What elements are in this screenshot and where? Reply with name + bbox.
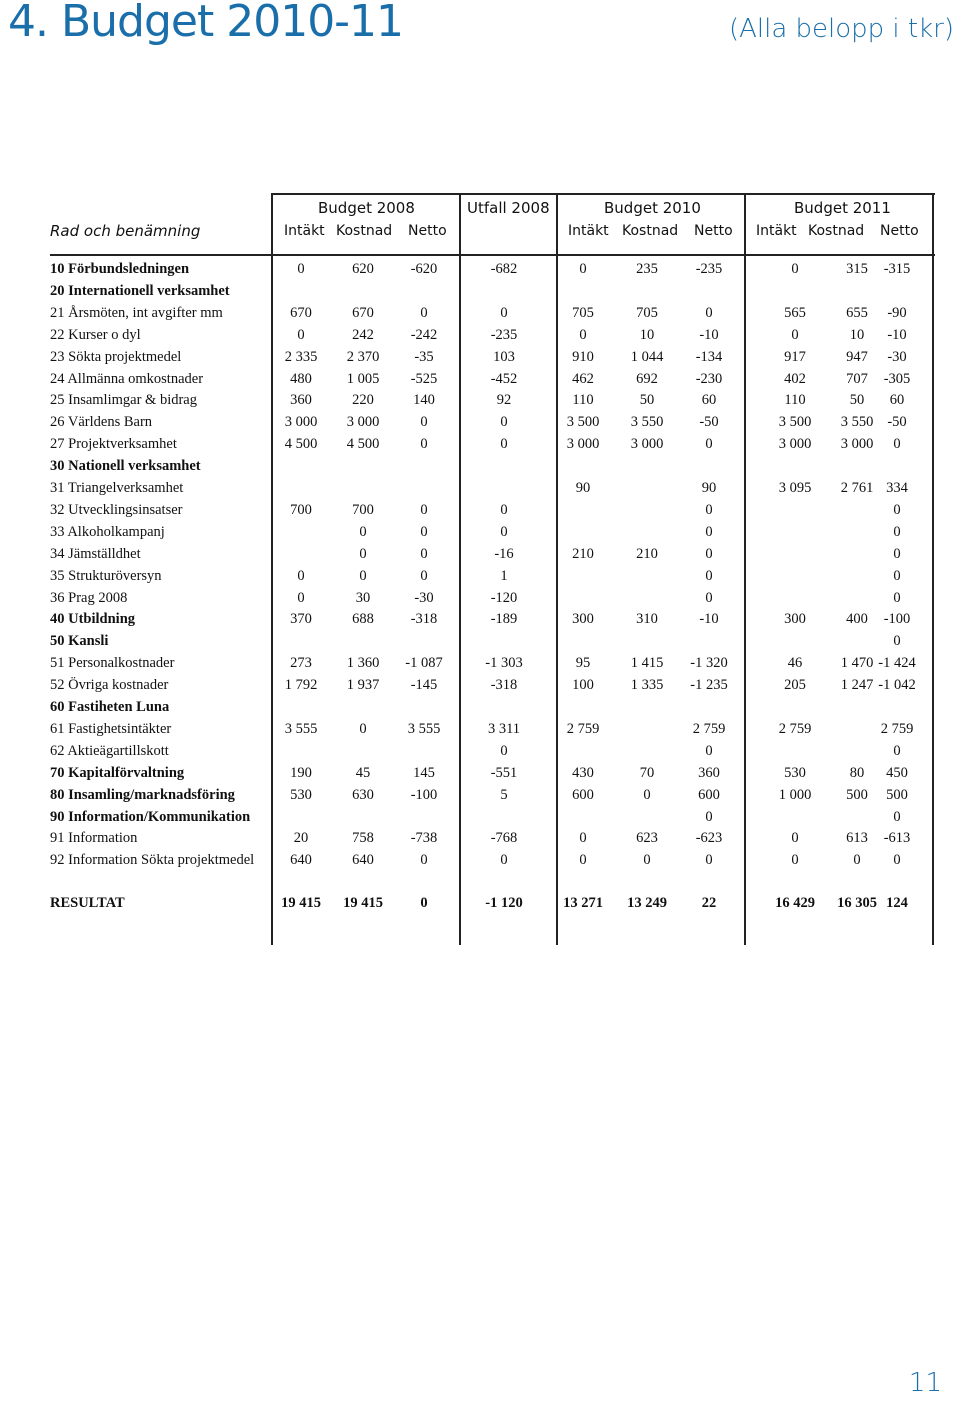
table-cell: 0	[643, 852, 651, 868]
table-cell: 103	[493, 349, 515, 365]
table-cell: 0	[893, 633, 901, 649]
row-label: 40 Utbildning	[50, 611, 136, 627]
row-label: 26 Världens Barn	[50, 414, 153, 430]
table-cell: 530	[290, 787, 312, 803]
header-budget-2008: Budget 2008	[318, 199, 415, 217]
row-label: 31 Triangelverksamhet	[50, 480, 184, 496]
table-cell: -189	[490, 611, 518, 627]
header-row-label: Rad och benämning	[50, 222, 201, 240]
table-cell: -235	[490, 327, 518, 343]
table-cell: 242	[352, 327, 374, 343]
table-cell: 3 000	[346, 414, 380, 430]
table-cell: 0	[791, 261, 799, 277]
table-cell: -768	[490, 830, 518, 846]
table-cell: 13 271	[563, 895, 603, 911]
table-row	[0, 608, 960, 630]
table-cell: -1 303	[485, 655, 523, 671]
table-cell: 334	[886, 480, 908, 496]
table-cell: 0	[297, 261, 305, 277]
table-row	[0, 652, 960, 674]
table-cell: -100	[883, 611, 911, 627]
table-cell: 0	[893, 546, 901, 562]
table-cell: -30	[887, 349, 907, 365]
table-cell: 910	[572, 349, 594, 365]
row-label: 70 Kapitalförvaltning	[50, 765, 185, 781]
table-row	[0, 806, 960, 828]
table-cell: -235	[695, 261, 723, 277]
header-budget-2010: Budget 2010	[604, 199, 701, 217]
table-cell: 20	[293, 830, 309, 846]
table-cell: 0	[420, 524, 428, 540]
table-row	[0, 411, 960, 433]
table-cell: 0	[359, 546, 367, 562]
table-cell: 0	[359, 524, 367, 540]
table-cell: 95	[575, 655, 591, 671]
row-label: 80 Insamling/marknadsföring	[50, 787, 235, 803]
table-cell: 5	[500, 787, 508, 803]
row-label: 10 Förbundsledningen	[50, 261, 190, 277]
table-cell: 0	[705, 546, 713, 562]
table-row	[0, 762, 960, 784]
table-cell: 1 335	[630, 677, 664, 693]
table-cell: 600	[572, 787, 594, 803]
table-cell: 0	[893, 852, 901, 868]
table-cell: 600	[698, 787, 720, 803]
table-cell: 0	[420, 895, 428, 911]
table-cell: 300	[572, 611, 594, 627]
table-cell: 10	[639, 327, 655, 343]
table-cell: 145	[413, 765, 435, 781]
table-cell: -230	[695, 371, 723, 387]
table-cell: 210	[572, 546, 594, 562]
table-cell: 0	[420, 568, 428, 584]
table-cell: 0	[297, 568, 305, 584]
table-cell: -682	[490, 261, 518, 277]
table-cell: 370	[290, 611, 312, 627]
table-cell: 315	[846, 261, 868, 277]
table-cell: 1 792	[284, 677, 318, 693]
table-cell: 0	[893, 568, 901, 584]
row-label: 92 Information Sökta projektmedel	[50, 852, 255, 868]
subheader-intakt: Intäkt	[568, 223, 609, 239]
table-cell: 0	[791, 852, 799, 868]
table-cell: 655	[846, 305, 868, 321]
table-cell: 700	[290, 502, 312, 518]
table-cell: 19 415	[281, 895, 321, 911]
table-cell: 0	[297, 327, 305, 343]
page-title: 4. Budget 2010-11	[8, 0, 404, 47]
table-cell: 273	[290, 655, 312, 671]
table-cell: -623	[695, 830, 723, 846]
row-label: 21 Årsmöten, int avgifter mm	[50, 305, 223, 321]
table-cell: 402	[784, 371, 806, 387]
table-cell: 3 550	[630, 414, 664, 430]
table-cell: 705	[572, 305, 594, 321]
table-cell: 2 370	[346, 349, 380, 365]
table-cell: 19 415	[343, 895, 383, 911]
table-cell: 705	[636, 305, 658, 321]
table-cell: 620	[352, 261, 374, 277]
subheader-netto: Netto	[694, 223, 733, 239]
table-cell: 0	[893, 809, 901, 825]
row-label: 51 Personalkostnader	[50, 655, 175, 671]
table-cell: 13 249	[627, 895, 667, 911]
table-cell: 2 759	[778, 721, 812, 737]
table-cell: 310	[636, 611, 658, 627]
table-cell: 3 000	[778, 436, 812, 452]
table-cell: 0	[705, 852, 713, 868]
table-cell: 0	[893, 436, 901, 452]
page-subtitle: (Alla belopp i tkr)	[728, 14, 954, 44]
table-cell: -50	[887, 414, 907, 430]
row-label: 22 Kurser o dyl	[50, 327, 141, 343]
table-cell: -738	[410, 830, 438, 846]
table-cell: 2 759	[692, 721, 726, 737]
table-cell: 450	[886, 765, 908, 781]
table-cell: -134	[695, 349, 723, 365]
table-cell: 220	[352, 392, 374, 408]
table-cell: 50	[639, 392, 655, 408]
table-cell: 90	[575, 480, 591, 496]
table-cell: 46	[787, 655, 803, 671]
header-budget-2011: Budget 2011	[794, 199, 891, 217]
table-cell: 360	[698, 765, 720, 781]
table-cell: 0	[705, 502, 713, 518]
table-row	[0, 477, 960, 499]
subheader-kostnad: Kostnad	[622, 223, 679, 239]
row-label: 33 Alkoholkampanj	[50, 524, 165, 540]
row-label: 52 Övriga kostnader	[50, 677, 169, 693]
table-cell: 2 335	[284, 349, 318, 365]
table-cell: 0	[420, 414, 428, 430]
table-cell: 60	[701, 392, 717, 408]
row-label: 30 Nationell verksamhet	[50, 458, 201, 474]
row-label: 90 Information/Kommunikation	[50, 809, 251, 825]
table-cell: 100	[572, 677, 594, 693]
table-cell: 462	[572, 371, 594, 387]
table-cell: 0	[705, 524, 713, 540]
header-separator	[50, 254, 935, 256]
table-cell: 640	[290, 852, 312, 868]
table-row	[0, 258, 960, 280]
table-row	[0, 740, 960, 762]
table-cell: 210	[636, 546, 658, 562]
table-cell: -242	[410, 327, 438, 343]
table-row	[0, 849, 960, 871]
table-row	[0, 499, 960, 521]
table-cell: 1 247	[840, 677, 874, 693]
table-cell: 0	[853, 852, 861, 868]
table-cell: 360	[290, 392, 312, 408]
row-label: 62 Aktieägartillskott	[50, 743, 169, 759]
table-cell: 30	[355, 590, 371, 606]
table-cell: 3 555	[284, 721, 318, 737]
table-cell: 0	[500, 414, 508, 430]
table-cell: 3 555	[407, 721, 441, 737]
table-cell: 0	[705, 305, 713, 321]
row-label: 60 Fastiheten Luna	[50, 699, 170, 715]
table-row	[0, 827, 960, 849]
table-cell: 0	[579, 830, 587, 846]
table-cell: 0	[500, 436, 508, 452]
table-row	[0, 324, 960, 346]
table-row	[0, 784, 960, 806]
row-label: 61 Fastighetsintäkter	[50, 721, 172, 737]
table-cell: -315	[883, 261, 911, 277]
table-cell: 110	[572, 392, 594, 408]
table-cell: 0	[893, 524, 901, 540]
table-cell: 0	[420, 852, 428, 868]
table-cell: -452	[490, 371, 518, 387]
table-row	[0, 587, 960, 609]
table-cell: 0	[579, 327, 587, 343]
table-cell: 0	[297, 590, 305, 606]
table-cell: -318	[410, 611, 438, 627]
table-cell: 0	[705, 568, 713, 584]
table-cell: -620	[410, 261, 438, 277]
table-cell: -1 235	[690, 677, 728, 693]
table-cell: 0	[893, 502, 901, 518]
table-cell: -100	[410, 787, 438, 803]
table-cell: 480	[290, 371, 312, 387]
table-cell: 3 000	[284, 414, 318, 430]
table-cell: 1 360	[346, 655, 380, 671]
table-cell: 4 500	[284, 436, 318, 452]
table-cell: 0	[705, 809, 713, 825]
table-cell: 500	[886, 787, 908, 803]
table-cell: 0	[579, 852, 587, 868]
table-cell: -35	[414, 349, 434, 365]
table-cell: 80	[849, 765, 865, 781]
table-cell: 0	[420, 502, 428, 518]
page-number: 11	[908, 1368, 942, 1398]
table-cell: 0	[791, 327, 799, 343]
table-cell: 0	[500, 305, 508, 321]
table-cell: 110	[784, 392, 806, 408]
table-row	[0, 368, 960, 390]
table-cell: 640	[352, 852, 374, 868]
table-cell: 0	[643, 787, 651, 803]
table-cell: 947	[846, 349, 868, 365]
table-cell: 692	[636, 371, 658, 387]
table-cell: 190	[290, 765, 312, 781]
table-cell: 0	[500, 524, 508, 540]
table-cell: 0	[705, 436, 713, 452]
table-cell: 50	[849, 392, 865, 408]
table-cell: 700	[352, 502, 374, 518]
row-label: 27 Projektverksamhet	[50, 436, 177, 452]
row-label: 91 Information	[50, 830, 138, 846]
table-cell: 3 095	[778, 480, 812, 496]
row-label: 23 Sökta projektmedel	[50, 349, 182, 365]
row-label: 36 Prag 2008	[50, 590, 128, 606]
table-cell: 3 500	[778, 414, 812, 430]
table-cell: 0	[500, 502, 508, 518]
table-cell: 1 470	[840, 655, 874, 671]
table-cell: 500	[846, 787, 868, 803]
table-cell: 565	[784, 305, 806, 321]
table-cell: 3 550	[840, 414, 874, 430]
table-cell: 613	[846, 830, 868, 846]
table-cell: -50	[699, 414, 719, 430]
table-cell: 630	[352, 787, 374, 803]
table-cell: 0	[420, 436, 428, 452]
table-cell: 92	[496, 392, 512, 408]
table-cell: 0	[791, 830, 799, 846]
table-cell: -145	[410, 677, 438, 693]
table-cell: 16 429	[775, 895, 815, 911]
table-cell: 0	[705, 743, 713, 759]
table-cell: 22	[701, 895, 717, 911]
table-cell: 140	[413, 392, 435, 408]
table-cell: -10	[699, 327, 719, 343]
subheader-kostnad: Kostnad	[808, 223, 865, 239]
row-label: 32 Utvecklingsinsatser	[50, 502, 183, 518]
table-cell: 3 000	[566, 436, 600, 452]
table-row	[0, 389, 960, 411]
table-cell: 0	[705, 590, 713, 606]
table-cell: 3 000	[840, 436, 874, 452]
table-cell: -120	[490, 590, 518, 606]
subheader-netto: Netto	[880, 223, 919, 239]
table-cell: 3 311	[487, 721, 521, 737]
table-row	[0, 346, 960, 368]
row-label: 24 Allmänna omkostnader	[50, 371, 204, 387]
table-cell: 0	[893, 590, 901, 606]
subheader-netto: Netto	[408, 223, 447, 239]
table-cell: -1 120	[485, 895, 523, 911]
table-row	[0, 433, 960, 455]
row-label: RESULTAT	[50, 895, 125, 911]
table-cell: -10	[887, 327, 907, 343]
table-cell: 4 500	[346, 436, 380, 452]
subheader-intakt: Intäkt	[284, 223, 325, 239]
table-cell: 758	[352, 830, 374, 846]
table-cell: 670	[290, 305, 312, 321]
table-cell: -16	[494, 546, 514, 562]
table-cell: 0	[893, 743, 901, 759]
table-cell: 45	[355, 765, 371, 781]
table-cell: -1 424	[878, 655, 916, 671]
table-row	[0, 674, 960, 696]
table-cell: 0	[359, 568, 367, 584]
table-cell: 3 000	[630, 436, 664, 452]
table-row	[0, 565, 960, 587]
table-row	[0, 521, 960, 543]
table-row	[0, 280, 960, 302]
table-cell: -90	[887, 305, 907, 321]
table-cell: 1 005	[346, 371, 380, 387]
table-row	[0, 302, 960, 324]
table-cell: 2 761	[840, 480, 874, 496]
table-cell: 0	[420, 305, 428, 321]
header-utfall-2008: Utfall 2008	[467, 199, 550, 217]
table-cell: 688	[352, 611, 374, 627]
table-cell: 70	[639, 765, 655, 781]
row-label: 35 Strukturöversyn	[50, 568, 162, 584]
table-cell: 0	[579, 261, 587, 277]
table-row	[0, 718, 960, 740]
result-row	[0, 892, 960, 914]
table-cell: 124	[886, 895, 908, 911]
table-cell: 205	[784, 677, 806, 693]
table-cell: -1 087	[405, 655, 443, 671]
table-cell: 90	[701, 480, 717, 496]
row-label: 50 Kansli	[50, 633, 109, 649]
table-cell: 300	[784, 611, 806, 627]
table-cell: 707	[846, 371, 868, 387]
table-cell: 3 500	[566, 414, 600, 430]
row-label: 25 Insamlimgar & bidrag	[50, 392, 197, 408]
table-cell: 0	[359, 721, 367, 737]
table-cell: 0	[420, 546, 428, 562]
table-cell: 60	[889, 392, 905, 408]
row-label: 34 Jämställdhet	[50, 546, 141, 562]
table-cell: -1 320	[690, 655, 728, 671]
table-cell: 917	[784, 349, 806, 365]
subheader-intakt: Intäkt	[756, 223, 797, 239]
table-cell: 10	[849, 327, 865, 343]
table-cell: 1 000	[778, 787, 812, 803]
table-cell: -525	[410, 371, 438, 387]
table-cell: 0	[500, 852, 508, 868]
table-cell: 1	[500, 568, 508, 584]
table-row	[0, 455, 960, 477]
table-cell: 670	[352, 305, 374, 321]
table-cell: -30	[414, 590, 434, 606]
table-cell: 530	[784, 765, 806, 781]
table-cell: 623	[636, 830, 658, 846]
table-cell: 0	[500, 743, 508, 759]
table-row	[0, 543, 960, 565]
table-cell: -1 042	[878, 677, 916, 693]
table-cell: -318	[490, 677, 518, 693]
subheader-kostnad: Kostnad	[336, 223, 393, 239]
table-cell: 400	[846, 611, 868, 627]
table-row	[0, 696, 960, 718]
table-cell: 1 415	[630, 655, 664, 671]
table-row	[0, 630, 960, 652]
table-cell: 16 305	[837, 895, 877, 911]
table-cell: -613	[883, 830, 911, 846]
table-top-border	[272, 193, 935, 195]
table-cell: -305	[883, 371, 911, 387]
table-cell: 2 759	[880, 721, 914, 737]
table-cell: 2 759	[566, 721, 600, 737]
table-cell: 1 044	[630, 349, 664, 365]
table-cell: 1 937	[346, 677, 380, 693]
table-cell: -551	[490, 765, 518, 781]
table-cell: 235	[636, 261, 658, 277]
table-cell: 430	[572, 765, 594, 781]
table-cell: -10	[699, 611, 719, 627]
row-label: 20 Internationell verksamhet	[50, 283, 230, 299]
